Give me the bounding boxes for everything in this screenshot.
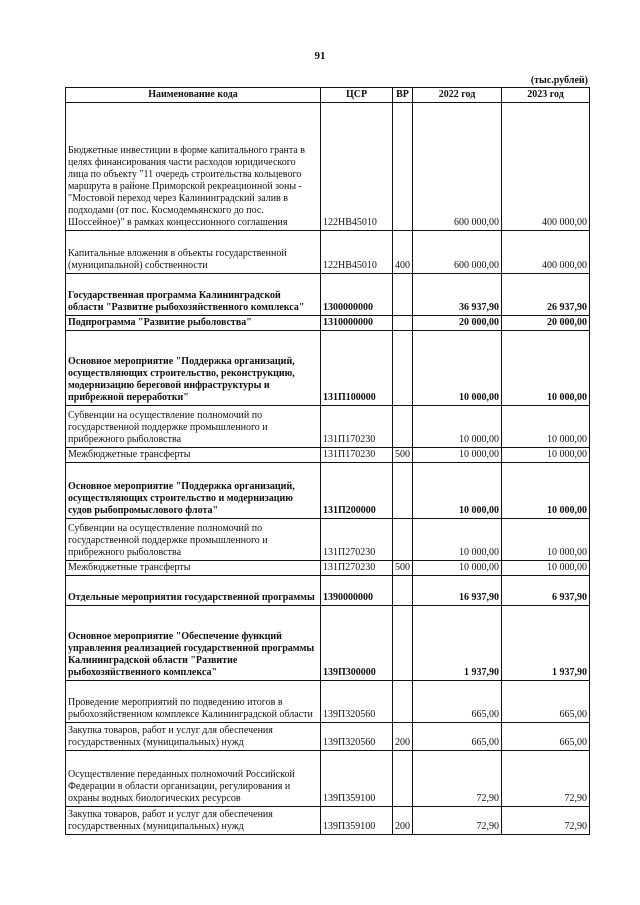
row-name: Межбюджетные трансферты — [66, 561, 321, 576]
table-header-row — [66, 88, 590, 103]
row-csr: 139П359100 — [321, 751, 393, 807]
table-row — [66, 751, 590, 807]
row-name: Субвенции на осуществление полномочий по государственной поддержке промышленного и прибрежного рыболовства — [66, 519, 321, 561]
table-row — [66, 681, 590, 723]
row-2023: 665,00 — [502, 723, 590, 751]
row-csr: 1300000000 — [321, 274, 393, 316]
row-name: Бюджетные инвестиции в форме капитального гранта в целях финансирования части расходов юридического лица по объекту "11 очередь строительства кольцевого маршрута в районе Приморской рекреационной зоны - "Мостовой переход через Калининградский залив в подходами (от пос. Космодемьянского до пос. Шоссейное)" в рамках концессионного соглашения — [66, 103, 321, 231]
row-vr — [393, 463, 413, 519]
row-vr — [393, 274, 413, 316]
row-name: Основное мероприятие "Поддержка организаций, осуществляющих строительство, реконструкцию, модернизацию береговой инфраструктуры и прибрежной переработки" — [66, 331, 321, 406]
row-2023: 6 937,90 — [502, 576, 590, 606]
table-row — [66, 406, 590, 448]
table-row — [66, 331, 590, 406]
row-csr: 131П100000 — [321, 331, 393, 406]
table-row — [66, 103, 590, 231]
row-name: Государственная программа Калининградской области "Развитие рыбохозяйственного комплекса" — [66, 274, 321, 316]
row-vr — [393, 406, 413, 448]
row-2023: 20 000,00 — [502, 316, 590, 331]
row-2023: 400 000,00 — [502, 103, 590, 231]
row-2022: 10 000,00 — [413, 561, 502, 576]
row-2023: 72,90 — [502, 751, 590, 807]
row-vr — [393, 606, 413, 681]
row-name: Основное мероприятие "Поддержка организаций, осуществляющих строительство и модернизацию судов рыбопромыслового флота" — [66, 463, 321, 519]
row-2022: 72,90 — [413, 751, 502, 807]
row-2023: 10 000,00 — [502, 448, 590, 463]
row-name: Закупка товаров, работ и услуг для обеспечения государственных (муниципальных) нужд — [66, 723, 321, 751]
row-2022: 20 000,00 — [413, 316, 502, 331]
header-vr: ВР — [393, 88, 413, 103]
units-label: (тыс.рублей) — [530, 75, 588, 86]
row-2023: 400 000,00 — [502, 231, 590, 274]
row-csr: 122НВ45010 — [321, 231, 393, 274]
row-name: Закупка товаров, работ и услуг для обеспечения государственных (муниципальных) нужд — [66, 807, 321, 835]
table-row — [66, 561, 590, 576]
row-2023: 10 000,00 — [502, 561, 590, 576]
row-2022: 16 937,90 — [413, 576, 502, 606]
row-vr — [393, 751, 413, 807]
row-vr: 400 — [393, 231, 413, 274]
row-vr: 500 — [393, 561, 413, 576]
row-2022: 10 000,00 — [413, 519, 502, 561]
row-vr: 200 — [393, 723, 413, 751]
row-name: Межбюджетные трансферты — [66, 448, 321, 463]
table-row — [66, 606, 590, 681]
row-2023: 10 000,00 — [502, 519, 590, 561]
row-vr — [393, 331, 413, 406]
row-2022: 10 000,00 — [413, 448, 502, 463]
row-2023: 26 937,90 — [502, 274, 590, 316]
row-vr — [393, 576, 413, 606]
row-2022: 600 000,00 — [413, 231, 502, 274]
row-name: Отдельные мероприятия государственной программы — [66, 576, 321, 606]
row-name: Основное мероприятие "Обеспечение функций управления реализацией государственной программы Калининградской области "Развитие рыбохозяйственного комплекса" — [66, 606, 321, 681]
row-vr — [393, 519, 413, 561]
row-name: Проведение мероприятий по подведению итогов в рыбохозяйственном комплексе Калининградской области — [66, 681, 321, 723]
header-csr: ЦСР — [321, 88, 393, 103]
row-2022: 10 000,00 — [413, 331, 502, 406]
row-vr — [393, 103, 413, 231]
header-2023: 2023 год — [502, 88, 590, 103]
row-vr: 500 — [393, 448, 413, 463]
row-2023: 10 000,00 — [502, 406, 590, 448]
row-2022: 10 000,00 — [413, 406, 502, 448]
row-2022: 600 000,00 — [413, 103, 502, 231]
row-2022: 665,00 — [413, 723, 502, 751]
row-vr: 200 — [393, 807, 413, 835]
row-2022: 36 937,90 — [413, 274, 502, 316]
table-row — [66, 519, 590, 561]
row-csr: 139П300000 — [321, 606, 393, 681]
table-row — [66, 274, 590, 316]
row-csr: 131П170230 — [321, 448, 393, 463]
row-csr: 122НВ45010 — [321, 103, 393, 231]
table-row — [66, 231, 590, 274]
row-2022: 665,00 — [413, 681, 502, 723]
row-vr — [393, 316, 413, 331]
row-2023: 72,90 — [502, 807, 590, 835]
row-name: Осуществление переданных полномочий Российской Федерации в области организации, регулирования и охраны водных биологических ресурсов — [66, 751, 321, 807]
table-row — [66, 807, 590, 835]
row-name: Субвенции на осуществление полномочий по государственной поддержке промышленного и прибрежного рыболовства — [66, 406, 321, 448]
header-name: Наименование кода — [66, 88, 321, 103]
row-2023: 10 000,00 — [502, 463, 590, 519]
row-csr: 131П200000 — [321, 463, 393, 519]
row-csr: 139П320560 — [321, 723, 393, 751]
row-csr: 131П170230 — [321, 406, 393, 448]
row-name: Подпрограмма "Развитие рыболовства" — [66, 316, 321, 331]
row-2023: 10 000,00 — [502, 331, 590, 406]
table-row — [66, 448, 590, 463]
page-number: 91 — [314, 50, 326, 62]
row-csr: 1310000000 — [321, 316, 393, 331]
row-2022: 1 937,90 — [413, 606, 502, 681]
row-csr: 139П320560 — [321, 681, 393, 723]
table-row — [66, 316, 590, 331]
row-2022: 10 000,00 — [413, 463, 502, 519]
row-csr: 139П359100 — [321, 807, 393, 835]
table-row — [66, 463, 590, 519]
row-csr: 1390000000 — [321, 576, 393, 606]
table-row — [66, 723, 590, 751]
row-2022: 72,90 — [413, 807, 502, 835]
budget-table — [65, 87, 590, 835]
row-2023: 1 937,90 — [502, 606, 590, 681]
header-2022: 2022 год — [413, 88, 502, 103]
table-row — [66, 576, 590, 606]
row-csr: 131П270230 — [321, 519, 393, 561]
row-csr: 131П270230 — [321, 561, 393, 576]
row-name: Капитальные вложения в объекты государственной (муниципальной) собственности — [66, 231, 321, 274]
row-2023: 665,00 — [502, 681, 590, 723]
row-vr — [393, 681, 413, 723]
